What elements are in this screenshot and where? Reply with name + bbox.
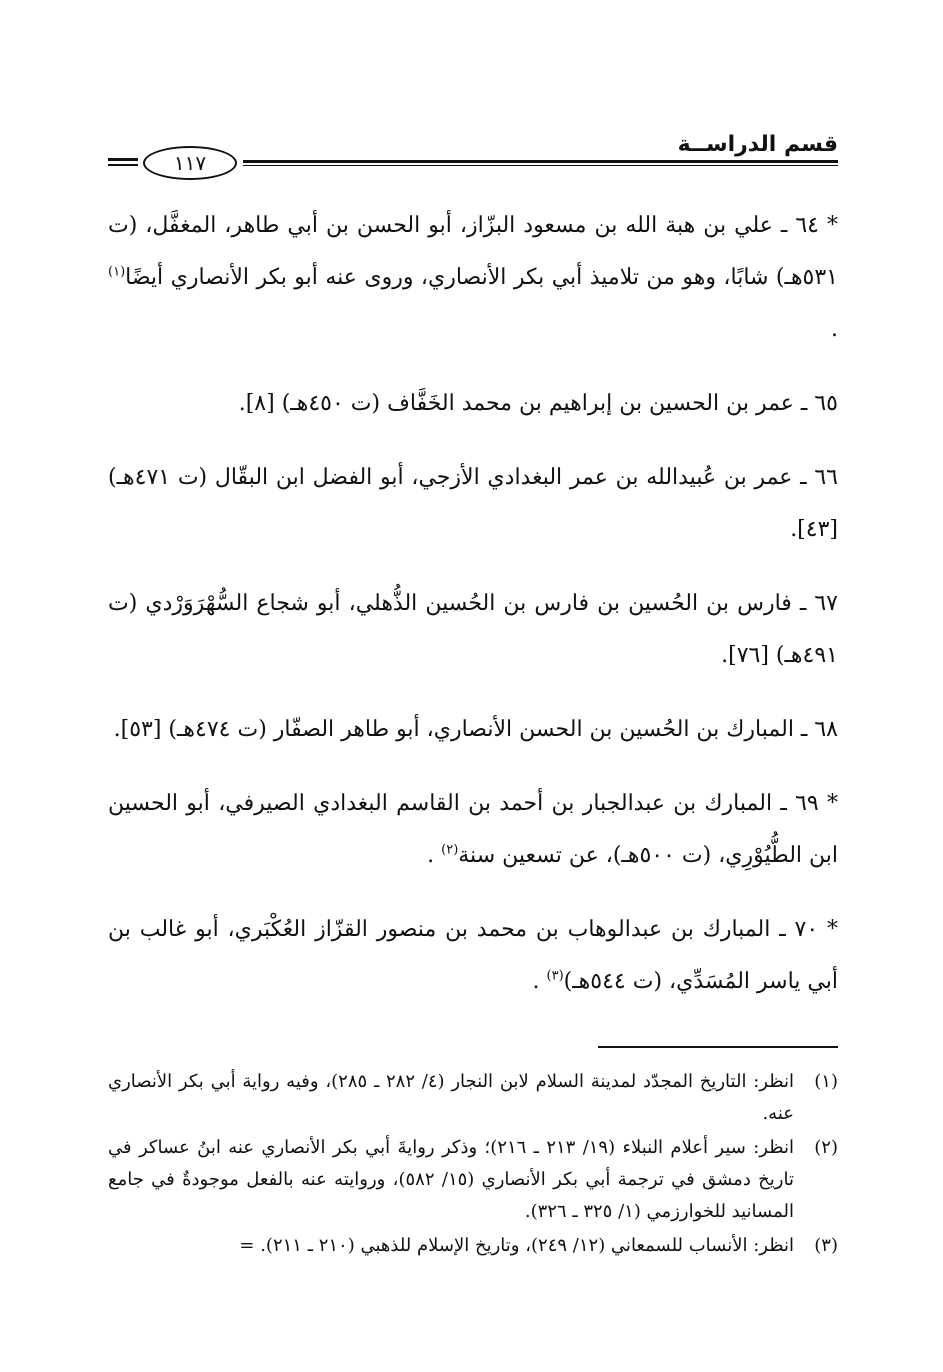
footnote-number: (٣) <box>814 1235 838 1256</box>
entry-68: ٦٨ ـ المبارك بن الحُسين بن الحسن الأنصاري، أبو طاهر الصفّار (ت ٤٧٤هـ) [٥٣]. <box>113 717 838 742</box>
footnote-2 <box>108 1132 838 1228</box>
footnote-3 <box>108 1230 838 1262</box>
entry-67: ٦٧ ـ فارس بن الحُسين بن فارس بن الحُسين الذُّهلي، أبو شجاع السُّهْرَوَرْدي (ت ٤٩١هـ) [٧٦]. <box>108 591 838 668</box>
footnote-ref-3: (٣) <box>546 968 564 984</box>
entry-69: * ٦٩ ـ المبارك بن عبدالجبار بن أحمد بن القاسم البغدادي الصيرفي، أبو الحسين ابن الطُّيُوْرِي، (ت ٥٠٠هـ)، عن تسعين سنة$^{(٢)}$ . <box>108 791 839 868</box>
footnotes <box>108 1066 838 1262</box>
entry-70: * ٧٠ ـ المبارك بن عبدالوهاب بن محمد بن منصور القزّاز العُكْبَري، أبو غالب بن أبي ياسر المُسَدِّي، (ت ٥٤٤هـ)$^{(٣)}$ . <box>108 917 838 994</box>
entry-65: ٦٥ ـ عمر بن الحسين بن إبراهيم بن محمد الخَفَّاف (ت ٤٥٠هـ) [٨]. <box>238 391 838 416</box>
header-rule <box>243 160 838 166</box>
entry-66: ٦٦ ـ عمر بن عُبيدالله بن عمر البغدادي الأزجي، أبو الفضل ابن البقّال (ت ٤٧١هـ) [٤٣]. <box>108 465 838 542</box>
footnote-number: (٢) <box>814 1137 838 1158</box>
section-title: قسم الدراســة <box>677 132 838 157</box>
footnote-text: انظر: سير أعلام النبلاء (١٩/ ٢١٣ ـ ٢١٦)؛ وذكر روايةَ أبي بكر الأنصاري عنه ابنُ عساكر في تاريخ دمشق في ترجمة أبي بكر الأنصاري (١٥/ ٥٨٢)، وروايته عنه بالفعل موجودةٌ في جامع المسانيد للخوارزمي (١/ ٣٢٥ ـ ٣٢٦). <box>108 1137 794 1222</box>
book-page <box>108 120 839 1256</box>
footnote-1 <box>108 1066 838 1130</box>
footnote-number: (١) <box>814 1071 838 1092</box>
page-header <box>108 120 838 178</box>
header-ornament <box>108 158 138 166</box>
footnote-text: انظر: الأنساب للسمعاني (١٢/ ٢٤٩)، وتاريخ الإسلام للذهبي (٢١٠ ـ ٢١١). = <box>239 1235 794 1256</box>
footnote-separator <box>598 1046 838 1048</box>
entry-64: * ٦٤ ـ علي بن هبة الله بن مسعود البزّاز، أبو الحسن بن أبي طاهر، المغفَّل، (ت ٥٣١هـ) شابًا، وهو من تلاميذ أبي بكر الأنصاري، وروى عنه أبو بكر الأنصاري أيضًا$^{(١)}$ . <box>108 213 838 342</box>
entries-list <box>108 200 838 1008</box>
footnote-ref-1: (١) <box>108 264 126 280</box>
footnote-text: انظر: التاريخ المجدّد لمدينة السلام لابن النجار (٤/ ٢٨٢ ـ ٢٨٥)، وفيه رواية أبي بكر الأنصاري عنه. <box>108 1071 794 1124</box>
footnote-ref-2: (٢) <box>441 842 459 858</box>
page-number: ١١٧ <box>143 146 237 180</box>
